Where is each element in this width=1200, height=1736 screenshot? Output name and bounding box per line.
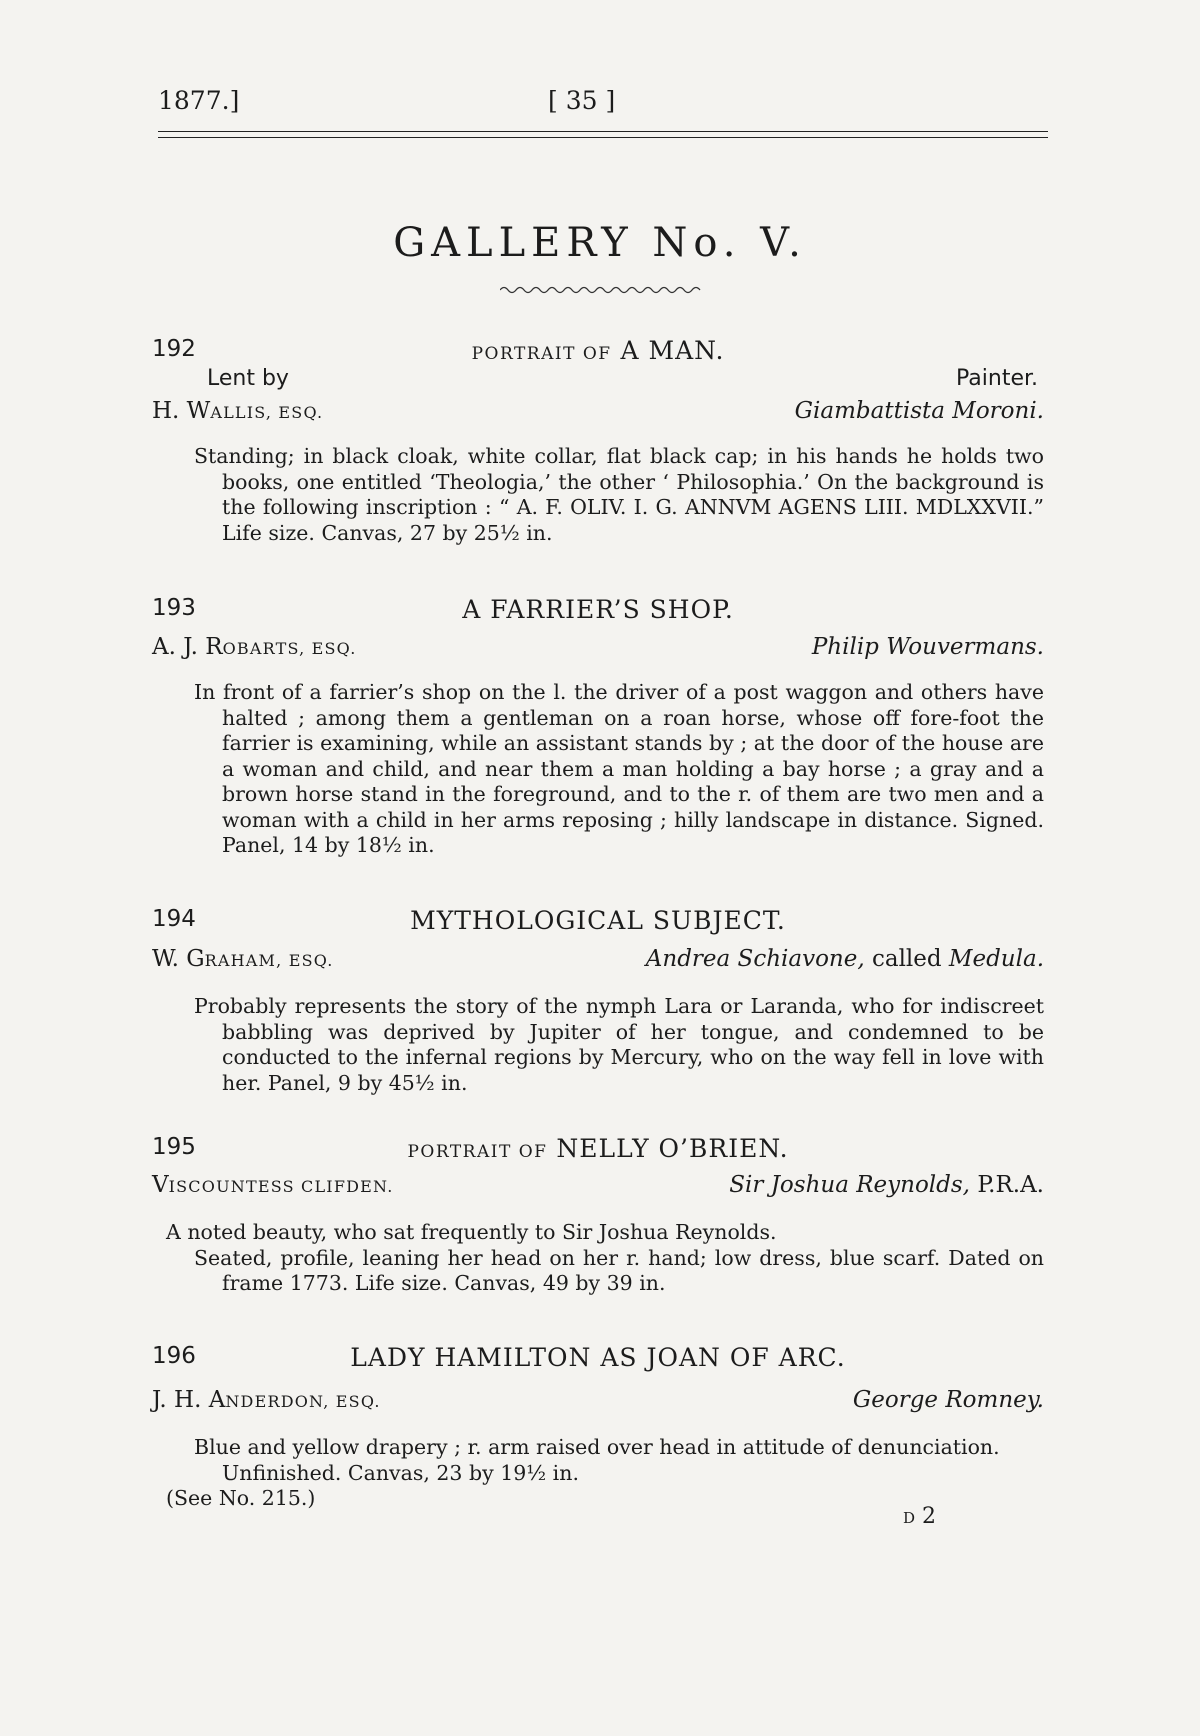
entry-196 [152, 1343, 1044, 1523]
entry-194 [152, 906, 1044, 1106]
entry-number: 195 [152, 1134, 196, 1160]
lender-surname: NDERDON, ESQ. [225, 1392, 381, 1411]
entry-description [194, 444, 1044, 546]
description-line: A noted beauty, who sat frequently to Sir Joshua Reynolds. [166, 1220, 777, 1244]
page-number: [ 35 ] [548, 86, 616, 115]
entry-195 [152, 1134, 1044, 1304]
entry-193 [152, 595, 1044, 865]
lent-by-heading: Lent by [207, 366, 289, 391]
lender [152, 1172, 394, 1198]
entry-title [152, 336, 1044, 365]
entry-title-main: A MAN. [620, 336, 725, 365]
signature-number: 2 [922, 1504, 937, 1529]
entry-description [194, 994, 1044, 1096]
signature-mark [903, 1504, 936, 1529]
painter-alias: Medula. [948, 946, 1044, 972]
lender-surname: OBARTS, ESQ. [222, 639, 357, 658]
entry-number: 192 [152, 336, 196, 362]
lender-initial: A. J. R [152, 634, 223, 660]
gallery-title: GALLERY No. V. [393, 220, 807, 266]
entry-title: LADY HAMILTON AS JOAN OF ARC. [350, 1343, 846, 1372]
signature-letter: D [903, 1509, 916, 1527]
painter-called: called [871, 946, 942, 972]
lender-initial: V [152, 1172, 169, 1198]
painter-suffix: P.R.A. [977, 1172, 1044, 1198]
lender-initial: H. W [152, 398, 211, 424]
running-head-year: 1877.] [158, 86, 240, 115]
lender [152, 634, 357, 660]
painter: Giambattista Moroni. [794, 398, 1044, 424]
entry-number: 194 [152, 906, 196, 932]
entry-description [194, 680, 1044, 859]
painter-name: Andrea Schiavone, [645, 946, 865, 972]
lender-surname: ISCOUNTESS CLIFDEN. [168, 1177, 394, 1196]
see-also-note: (See No. 215.) [166, 1486, 316, 1510]
description-text: In front of a farrier’s shop on the l. the driver of a post waggon and others have halted ; among them a gentleman on a roan horse, whose off fore-foot the farrier is examining, while an assistant stands by ; at the door of the house are a woman and child, and near them a man holding a bay horse ; a gray and a brown horse stand in the foreground, and to the r. of them are two men and a woman with a child in her arms reposing ; hilly landscape in distance. Signed. Panel, 14 by 18½ in. [194, 680, 1044, 857]
painter [729, 1172, 1044, 1198]
entry-description [166, 1435, 1044, 1512]
entry-description [166, 1220, 1044, 1297]
painter-name: Sir Joshua Reynolds, [729, 1172, 970, 1198]
lender [152, 1387, 381, 1413]
entry-title: MYTHOLOGICAL SUBJECT. [410, 906, 786, 935]
painter-heading: Painter. [956, 366, 1038, 391]
painter: George Romney. [852, 1387, 1044, 1413]
lender-initial: J. H. A [152, 1387, 226, 1413]
lender-surname: ALLIS, ESQ. [210, 403, 324, 422]
entry-title [152, 1134, 1044, 1163]
description-text: Blue and yellow drapery ; r. arm raised over head in attitude of denunciation. Unfinished. Canvas, 23 by 19½ in. [194, 1435, 1000, 1485]
double-rule-bottom [158, 137, 1048, 138]
entry-title-prefix: PORTRAIT OF [471, 344, 612, 364]
wavy-ornament-icon [500, 284, 705, 296]
entry-192 [152, 336, 1044, 546]
lender-initial: W. G [152, 946, 205, 972]
description-text: Seated, profile, leaning her head on her r. hand; low dress, blue scarf. Dated on frame 1773. Life size. Canvas, 49 by 39 in. [194, 1245, 1044, 1295]
description-text: Standing; in black cloak, white collar, flat black cap; in his hands he holds two books, one entitled ‘Theologia,’ the other ‘ Philosophia.’ On the background is the following inscription : “ A. F. OLIV. I. G. ANNVM AGENS LIII. MDLXXVII.” Life size. Canvas, 27 by 25½ in. [194, 444, 1044, 545]
double-rule-top [158, 131, 1048, 132]
painter: Philip Wouvermans. [811, 634, 1044, 660]
lender [152, 946, 334, 972]
entry-number: 193 [152, 595, 196, 621]
entry-number: 196 [152, 1343, 196, 1369]
description-text: Probably represents the story of the nymph Lara or Laranda, who for indiscreet babbling was deprived by Jupiter of her tongue, and condemned to be conducted to the infernal regions by Mercury, who on the way fell in love with her. Panel, 9 by 45½ in. [194, 994, 1044, 1095]
lender-surname: RAHAM, ESQ. [204, 951, 334, 970]
entry-title-main: NELLY O’BRIEN. [556, 1134, 789, 1163]
painter [646, 946, 1044, 972]
entry-title: A FARRIER’S SHOP. [462, 595, 734, 624]
lender [152, 398, 323, 424]
running-head [158, 86, 1048, 122]
entry-title-prefix: PORTRAIT OF [407, 1142, 548, 1162]
